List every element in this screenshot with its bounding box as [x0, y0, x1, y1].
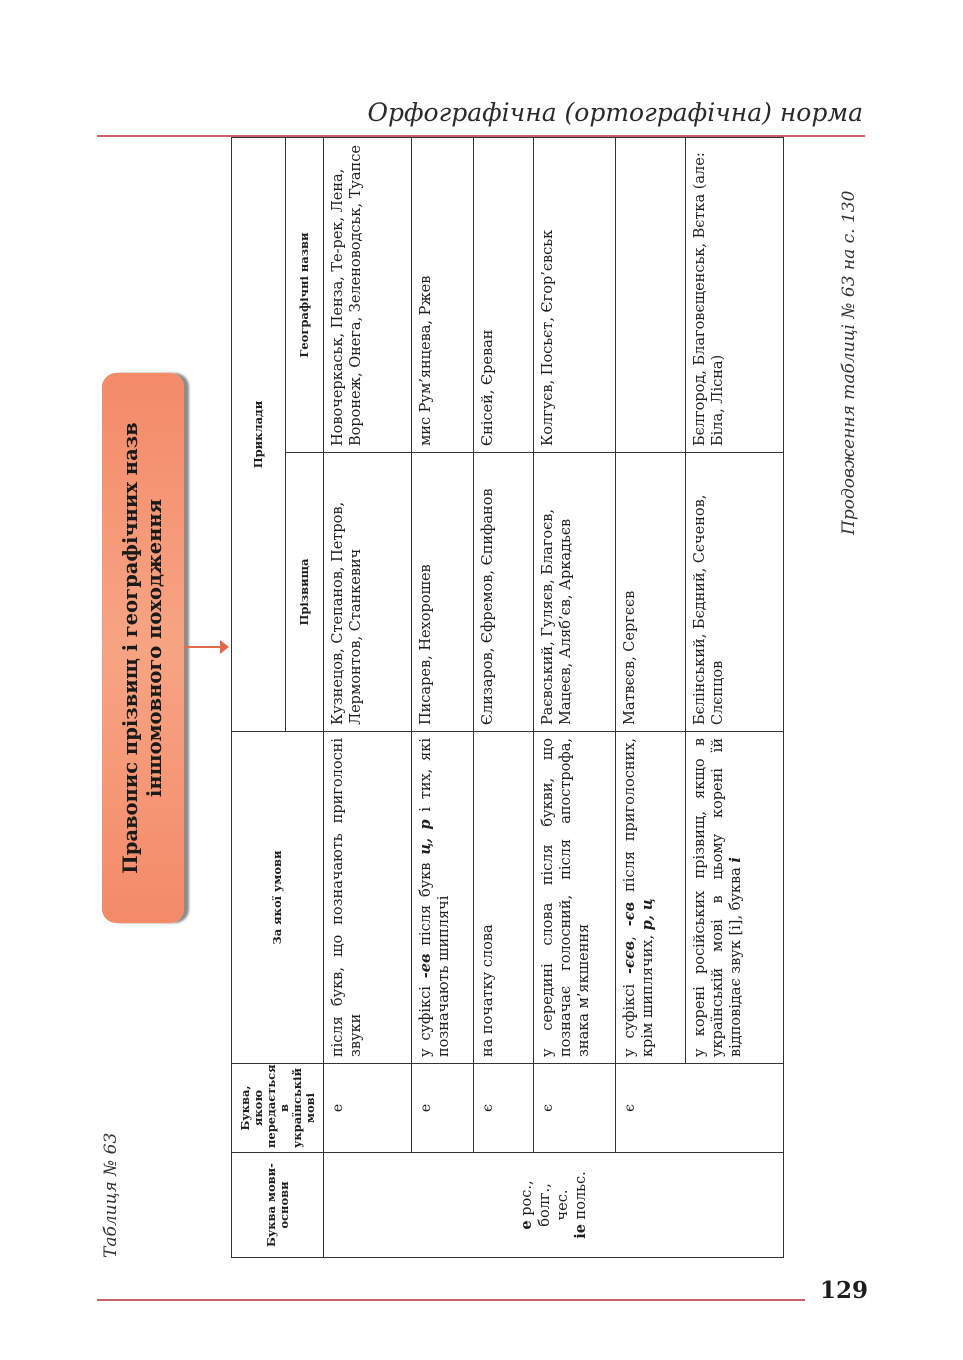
ukr-letter-cell: е	[412, 1064, 474, 1153]
source-letter-line3: іе польс.	[571, 1171, 589, 1239]
condition-cell: у середині слова після букви, що позначає голосний, після апострофа, знака м’якшення	[534, 732, 616, 1064]
source-letter-line1: е рос., болг.,	[517, 1180, 553, 1230]
spelling-table	[231, 137, 784, 1258]
header-surnames: Прізвища	[286, 453, 324, 732]
surnames-cell: Раєвський, Гуляєв, Благоєв, Мацеєв, Аляб’єв, Аркадьєв	[534, 453, 616, 732]
table-title-line2: іншомовного походження	[143, 498, 166, 798]
header-condition: За якої умови	[232, 732, 324, 1064]
header-examples: Приклади	[232, 138, 286, 732]
geo-names-cell: Єнісей, Єреван	[474, 138, 534, 453]
ukr-letter-cell: є	[474, 1064, 534, 1153]
surnames-cell: Єлизаров, Єфремов, Єпифанов	[474, 453, 534, 732]
condition-cell: у корені російських прізвищ, якщо в українській мові в цьому корені їй відповідає звук [і], буква і	[686, 732, 784, 1064]
geo-names-cell: Бєлгород, Благовєщенськ, Вєтка (але: Біла, Лісна)	[686, 138, 784, 453]
table-row	[412, 138, 474, 1258]
table-row	[324, 138, 412, 1258]
geo-names-cell	[616, 138, 686, 453]
header-ukr-letter: Буква, якою передається в українській мові	[232, 1064, 324, 1153]
running-header-title: Орфографічна (ортографічна) норма	[367, 98, 863, 127]
table-title-box	[102, 373, 184, 923]
table-row	[474, 138, 534, 1258]
table-row	[616, 138, 686, 1258]
geo-names-cell: мис Рум’янцева, Ржев	[412, 138, 474, 453]
surnames-cell: Матвєєв, Сергєєв	[616, 453, 686, 732]
condition-cell: на початку слова	[474, 732, 534, 1064]
table-row	[534, 138, 616, 1258]
surnames-cell: Кузнецов, Степанов, Петров, Лермонтов, Станкевич	[324, 453, 412, 732]
ukr-letter-cell: е	[324, 1064, 412, 1153]
condition-cell: у суфіксі -ев після букв ц, р і тих, які позначають шиплячі	[412, 732, 474, 1064]
page-number: 129	[820, 1277, 869, 1304]
continuation-note: Продовження таблиці № 63 на с. 130	[839, 190, 859, 535]
header-geo-names: Географічні назви	[286, 138, 324, 453]
condition-cell: у суфіксі -єєв, -єв після приголосних, крім шиплячих, р, ц	[616, 732, 686, 1064]
geo-names-cell: Колгуєв, Посьєт, Єгор’євськ	[534, 138, 616, 453]
rotated-table-block	[97, 118, 867, 1258]
table-label: Таблиця № 63	[101, 1132, 121, 1258]
source-letter-line2: чес.	[554, 1189, 571, 1221]
arrow-down-icon	[220, 640, 229, 654]
ukr-letter-cell: є	[534, 1064, 616, 1153]
surnames-cell: Бєлінський, Бєдний, Сєченов, Слєпцов	[686, 453, 784, 732]
source-letter-cell	[324, 1153, 784, 1258]
table-title-line1: Правопис прізвищ і географічних назв	[119, 422, 142, 874]
header-source-letter: Буква мови-основи	[232, 1153, 324, 1258]
title-arrow-line	[184, 646, 222, 648]
ukr-letter-cell: є	[616, 1064, 784, 1153]
surnames-cell: Писарев, Нехорошев	[412, 453, 474, 732]
condition-cell: після букв, що позначають приголосні звуки	[324, 732, 412, 1064]
footer-rule	[97, 1299, 805, 1301]
geo-names-cell: Новочеркаськ, Пенза, Те-рек, Лена, Воронеж, Онега, Зеленоводськ, Туапсе	[324, 138, 412, 453]
